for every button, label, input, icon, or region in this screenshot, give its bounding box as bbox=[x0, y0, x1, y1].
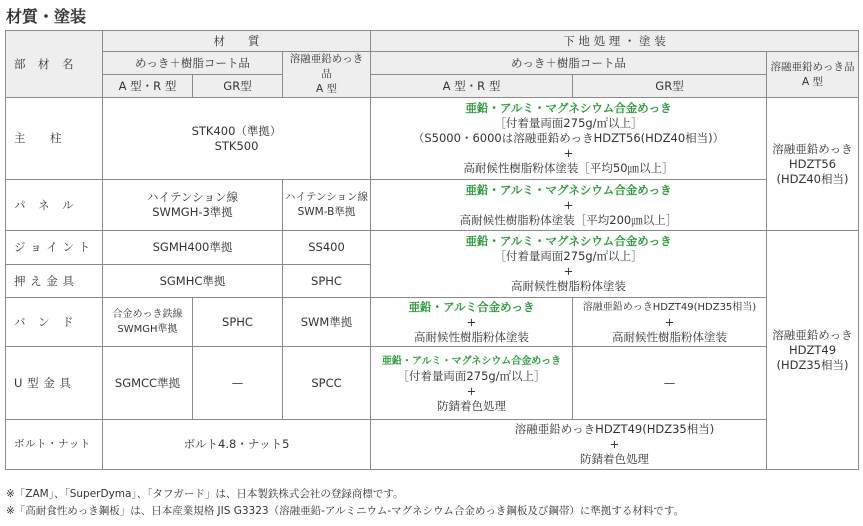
ugata-treatment-gr: — bbox=[573, 347, 767, 420]
header-a-gata-2: A 型 bbox=[801, 75, 824, 88]
header-yoyu-label-2: 溶融亜鉛めっき品 bbox=[770, 60, 855, 73]
panel-mat-ar-1: ハイテンション線 bbox=[147, 190, 238, 204]
shuchu-treat-4: 高耐候性樹脂粉体塗装［平均50㎛以上］ bbox=[463, 161, 674, 175]
panel-material-a bbox=[283, 180, 371, 231]
header-a-gata: A 型 bbox=[315, 83, 338, 95]
ugata-material-gr: — bbox=[193, 347, 283, 420]
table-row bbox=[6, 180, 859, 231]
shuchu-treat-2: ［付着量両面275g/㎡以上］ bbox=[494, 116, 643, 130]
ugata-treatment-ar bbox=[371, 347, 573, 420]
band-treatment-gr bbox=[573, 298, 767, 347]
footnotes bbox=[6, 486, 684, 520]
ugata-treat-2: ［付着量両面275g/㎡以上］ bbox=[397, 368, 546, 383]
header-mekki-jushi-2: めっき＋樹脂コート品 bbox=[371, 52, 767, 75]
header-row-1 bbox=[6, 31, 859, 52]
panel-material-ar bbox=[103, 180, 283, 231]
panel-mat-a-2: SWM-B準拠 bbox=[297, 206, 356, 218]
header-row-3 bbox=[6, 75, 859, 98]
hdz56-3: (HDZ40相当) bbox=[776, 171, 849, 186]
panel-treatment bbox=[371, 180, 767, 231]
table-row bbox=[6, 231, 859, 265]
header-zaishitsu: 材 質 bbox=[103, 31, 371, 52]
band-mat-ar-2: SWMGH準拠 bbox=[117, 324, 178, 335]
band-treat-gr-2: 高耐候性樹脂粉体塗装 bbox=[612, 330, 727, 344]
panel-mat-a-1: ハイテンション線 bbox=[285, 191, 369, 203]
header-a-r: A 型・R 型 bbox=[103, 75, 193, 98]
hdz56-cell bbox=[767, 98, 859, 231]
hdz56-2: HDZT56 bbox=[788, 156, 837, 171]
page-title: 材質・塗装 bbox=[6, 7, 87, 26]
ugata-treat-3: 防錆着色処理 bbox=[437, 398, 506, 413]
row-label-shuchu: 主 柱 bbox=[6, 98, 103, 180]
panel-mat-ar-2: SWMGH-3準拠 bbox=[152, 205, 233, 219]
band-material-gr: SPHC bbox=[193, 298, 283, 347]
bolt-treatment bbox=[371, 420, 859, 470]
header-mekki-jushi: めっき＋樹脂コート品 bbox=[103, 52, 283, 75]
bolt-treat-2: 防錆着色処理 bbox=[580, 452, 649, 466]
ugata-treat-green: 亜鉛・アルミ・マグネシウム合金めっき bbox=[381, 355, 562, 367]
hdz56-1: 溶融亜鉛めっき bbox=[772, 141, 853, 156]
bolt-plus: + bbox=[609, 437, 620, 451]
footnote-1: ※「ZAM」、「SuperDyma」、「タフガード」は、日本製鉄株式会社の登録商標です。 bbox=[6, 488, 404, 500]
header-buzai: 部 材 名 bbox=[6, 31, 103, 98]
bolt-treat-1: 溶融亜鉛めっきHDZT49(HDZ35相当) bbox=[514, 422, 715, 436]
shuchu-plus: + bbox=[563, 146, 574, 160]
band-treat-ar-green: 亜鉛・アルミ合金めっき bbox=[408, 299, 535, 314]
band-treat-ar-2: 高耐候性樹脂粉体塗装 bbox=[414, 329, 529, 344]
row-label-panel: パ ネ ル bbox=[6, 180, 103, 231]
band-treat-gr-1: 溶融亜鉛めっきHDZT49(HDZ35相当) bbox=[582, 302, 757, 313]
joint-treatment bbox=[371, 231, 767, 298]
header-row-2 bbox=[6, 52, 859, 75]
header-a-r-2: A 型・R 型 bbox=[371, 75, 573, 98]
ugata-material-a: SPCC bbox=[283, 347, 371, 420]
header-yoyu-2 bbox=[767, 52, 859, 98]
row-label-ugata: U 型 金 具 bbox=[6, 347, 103, 420]
row-label-joint: ジ ョ イ ン ト bbox=[6, 231, 103, 265]
header-gr-2: GR型 bbox=[573, 75, 767, 98]
shuchu-treatment bbox=[371, 98, 767, 180]
ugata-material-ar: SGMCC準拠 bbox=[103, 347, 193, 420]
panel-treat-green: 亜鉛・アルミ・マグネシウム合金めっき bbox=[465, 182, 672, 197]
header-yoyu-label: 溶融亜鉛めっき品 bbox=[289, 53, 364, 80]
shuchu-material-2: STK500 bbox=[214, 138, 259, 153]
osae-material-a: SPHC bbox=[283, 265, 371, 298]
ugata-plus: + bbox=[466, 383, 477, 398]
footnote-2: ※「高耐食性めっき鋼板」は、日本産業規格 JIS G3323（溶融亜鉛-アルミニウム-マグネシウム合金めっき鋼板及び鋼帯）に準拠する材料です。 bbox=[6, 505, 684, 517]
hdz49-3: (HDZ35相当) bbox=[776, 357, 849, 372]
shuchu-treat-green: 亜鉛・アルミ・マグネシウム合金めっき bbox=[465, 101, 672, 115]
row-label-osae: 押 え 金 具 bbox=[6, 265, 103, 298]
joint-material-ar: SGMH400準拠 bbox=[103, 231, 283, 265]
header-shita: 下 地 処 理 ・ 塗 装 bbox=[371, 31, 859, 52]
band-mat-ar-1: 合金めっき鉄線 bbox=[112, 309, 183, 320]
joint-treat-3: 高耐候性樹脂粉体塗装 bbox=[511, 279, 626, 293]
row-label-bolt: ボルト・ナット bbox=[6, 420, 103, 470]
band-treatment-ar bbox=[371, 298, 573, 347]
materials-table bbox=[5, 30, 859, 470]
table-row bbox=[6, 420, 859, 470]
panel-treat-2: 高耐候性樹脂粉体塗装［平均200㎛以上］ bbox=[459, 212, 678, 227]
hdz49-1: 溶融亜鉛めっき bbox=[772, 327, 853, 342]
table-row bbox=[6, 298, 859, 347]
joint-plus: + bbox=[563, 264, 574, 278]
joint-treat-green: 亜鉛・アルミ・マグネシウム合金めっき bbox=[465, 234, 672, 248]
osae-material-ar: SGMHC準拠 bbox=[103, 265, 283, 298]
header-yoyu bbox=[283, 52, 371, 98]
band-material-a: SWM準拠 bbox=[283, 298, 371, 347]
shuchu-treat-3: （S5000・6000は溶融亜鉛めっきHDZT56(HDZ40相当)） bbox=[412, 131, 725, 145]
table-row bbox=[6, 98, 859, 180]
joint-material-a: SS400 bbox=[283, 231, 371, 265]
header-gr: GR型 bbox=[193, 75, 283, 98]
hdz49-2: HDZT49 bbox=[788, 342, 837, 357]
shuchu-material bbox=[103, 98, 371, 180]
panel-plus: + bbox=[563, 197, 574, 212]
table-row bbox=[6, 347, 859, 420]
joint-treat-2: ［付着量両面275g/㎡以上］ bbox=[494, 249, 643, 263]
shuchu-material-1: STK400（準拠） bbox=[191, 123, 282, 138]
band-plus-ar: + bbox=[466, 314, 477, 329]
band-material-ar bbox=[103, 298, 193, 347]
row-label-band: バ ン ド bbox=[6, 298, 103, 347]
band-plus-gr: + bbox=[664, 315, 675, 329]
bolt-material: ボルト4.8・ナット5 bbox=[103, 420, 371, 470]
